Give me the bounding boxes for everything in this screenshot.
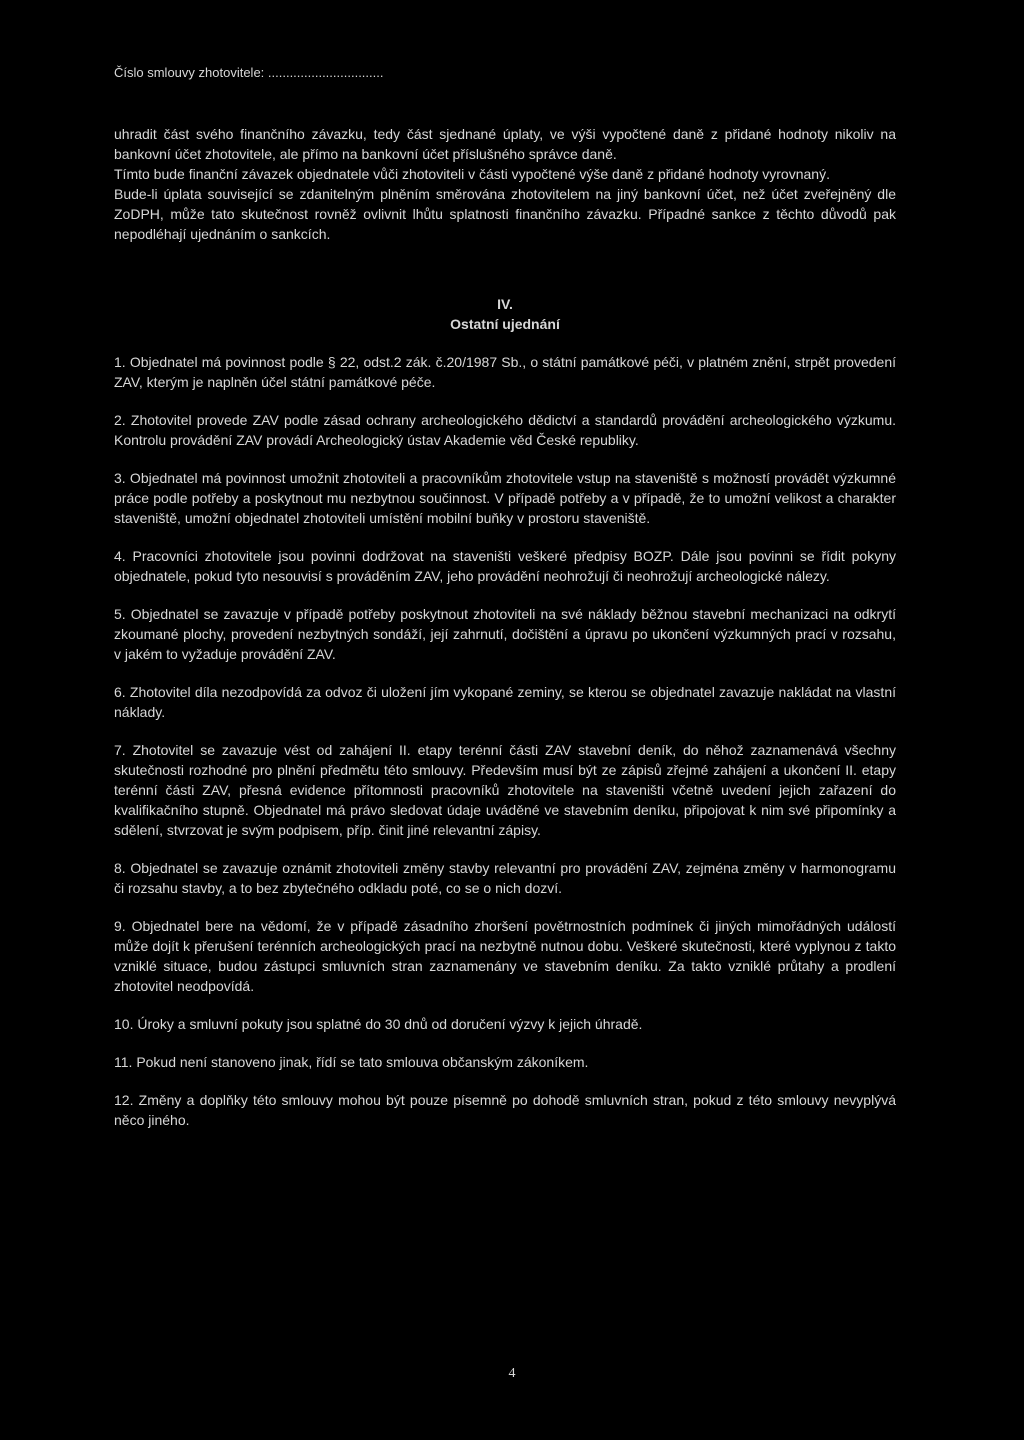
clause-item: 8. Objednatel se zavazuje oznámit zhotoviteli změny stavby relevantní pro provádění ZAV, zejména změny v harmonogramu či rozsahu stavby, a to bez zbytečného odkladu poté, co se o nich dozví. [114, 860, 896, 896]
section-number: IV. [497, 296, 513, 312]
intro-paragraph-2: Tímto bude finanční závazek objednatele vůči zhotoviteli v části vypočtené výše daně z přidané hodnoty vyrovnaný. [114, 166, 830, 182]
section-title: Ostatní ujednání [450, 316, 560, 332]
clause-item: 6. Zhotovitel díla nezodpovídá za odvoz či uložení jím vykopané zeminy, se kterou se objednatel zavazuje nakládat na vlastní náklady. [114, 684, 896, 720]
clause-item: 4. Pracovníci zhotovitele jsou povinni dodržovat na staveništi veškeré předpisy BOZP. Dále jsou povinni se řídit pokyny objednatele, pokud tyto nesouvisí s prováděním ZAV, jeho provádění neohrožují či neohrožují archeologické nálezy. [114, 548, 896, 584]
clause-item: 5. Objednatel se zavazuje v případě potřeby poskytnout zhotoviteli na své náklady běžnou stavební mechanizaci na odkrytí zkoumané plochy, provedení nezbytných sondáží, její zahrnutí, dočištění a úpravu po ukončení výzkumných prací v rozsahu, v jakém to vyžaduje provádění ZAV. [114, 606, 896, 662]
clause-item: 2. Zhotovitel provede ZAV podle zásad ochrany archeologického dědictví a standardů provádění archeologického výzkumu. Kontrolu provádění ZAV provádí Archeologický ústav Akademie věd České republiky. [114, 412, 896, 448]
intro-paragraph-3: Bude-li úplata související se zdanitelným plněním směrována zhotovitelem na jiný bankovní účet, než účet zveřejněný dle ZoDPH, může tato skutečnost rovněž ovlivnit lhůtu splatnosti finančního závazku. Případné sankce z těchto důvodů pak nepodléhají ujednáním o sankcích. [114, 186, 896, 242]
clause-item: 1. Objednatel má povinnost podle § 22, odst.2 zák. č.20/1987 Sb., o státní památkové péči, v platném znění, strpět provedení ZAV, kterým je naplněn účel státní památkové péče. [114, 354, 896, 390]
clause-item: 9. Objednatel bere na vědomí, že v případě zásadního zhoršení povětrnostních podmínek či jiných mimořádných událostí může dojít k přerušení terénních archeologických prací na nezbytně nutnou dobu. Veškeré skutečnosti, které vyplynou z takto vzniklé situace, budou zástupci smluvních stran zaznamenány ve stavebním deníku. Za takto vzniklé průtahy a prodlení zhotovitel neodpovídá. [114, 918, 896, 994]
clause-list [114, 352, 896, 1130]
intro-paragraph-1: uhradit část svého finančního závazku, tedy část sjednané úplaty, ve výši vypočtené daně z přidané hodnoty nikoliv na bankovní účet zhotovitele, ale přímo na bankovní účet příslušného správce daně. [114, 126, 896, 162]
clause-item: 3. Objednatel má povinnost umožnit zhotoviteli a pracovníkům zhotovitele vstup na staveniště s možností provádět výzkumné práce podle potřeby a poskytnout mu nezbytnou součinnost. V případě potřeby a v případě, že to umožní velikost a charakter staveniště, umožní objednatel zhotoviteli umístění mobilní buňky v prostoru staveniště. [114, 470, 896, 526]
section-heading [114, 294, 896, 334]
clause-item: 11. Pokud není stanoveno jinak, řídí se tato smlouva občanským zákoníkem. [114, 1054, 589, 1070]
contract-number-header: Číslo smlouvy zhotovitele: ................................ [114, 65, 384, 80]
page-number: 4 [508, 1366, 516, 1381]
clause-item: 7. Zhotovitel se zavazuje vést od zahájení II. etapy terénní části ZAV stavební deník, do něhož zaznamenává všechny skutečnosti rozhodné pro plnění předmětu této smlouvy. Především musí být ze zápisů zřejmé zahájení a ukončení II. etapy terénní části ZAV, přesná evidence přítomnosti pracovníků zhotovitele na staveništi včetně uvedení jejich zařazení do kvalifikačního stupně. Objednatel má právo sledovat údaje uváděné ve stavebním deníku, připojovat k nim své připomínky a sdělení, stvrzovat je svým podpisem, příp. činit jiné relevantní zápisy. [114, 742, 896, 838]
document-body [114, 124, 896, 1148]
clause-item: 10. Úroky a smluvní pokuty jsou splatné do 30 dnů od doručení výzvy k jejich úhradě. [114, 1016, 643, 1032]
clause-item: 12. Změny a doplňky této smlouvy mohou být pouze písemně po dohodě smluvních stran, pokud z této smlouvy nevyplývá něco jiného. [114, 1092, 896, 1128]
